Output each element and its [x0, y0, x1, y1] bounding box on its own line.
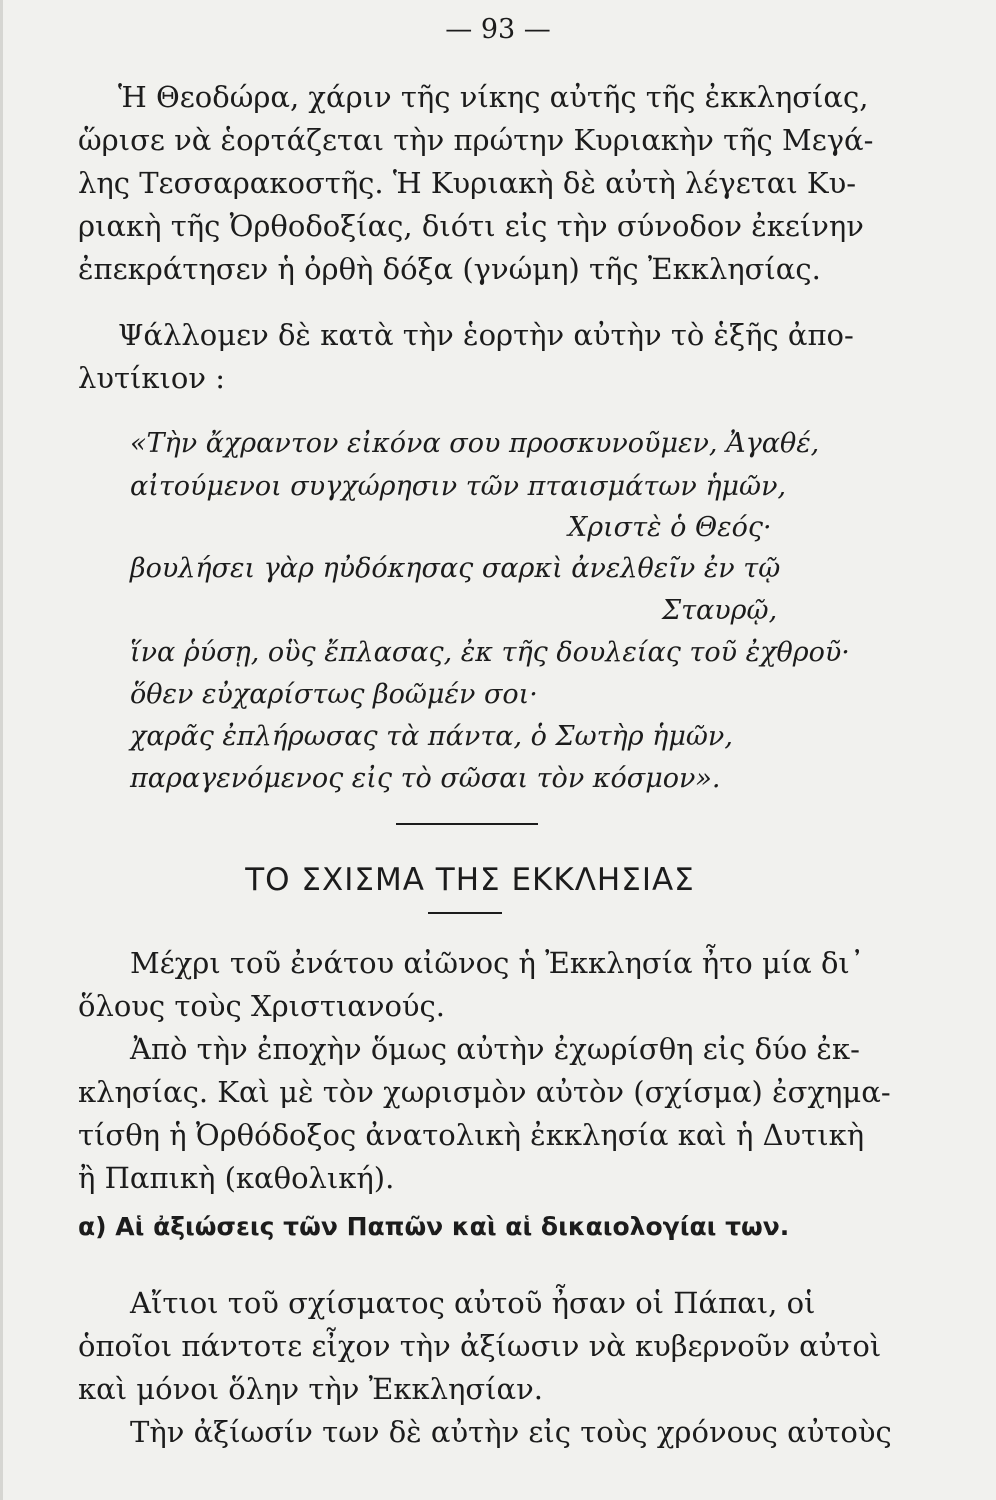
hymn-line: βουλήσει γὰρ ηὐδόκησας σαρκὶ ἀνελθεῖν ἐν τῷ	[130, 553, 781, 584]
text-line: τίσθη ἡ Ὀρθόδοξος ἀνατολικὴ ἐκκλησία καὶ ἡ Δυτικὴ	[78, 1118, 865, 1152]
text-line: Αἴτιοι τοῦ σχίσματος αὐτοῦ ἦσαν οἱ Πάπαι, οἱ	[130, 1286, 816, 1320]
hymn-line: χαρᾶς ἐπλήρωσας τὰ πάντα, ὁ Σωτὴρ ἡμῶν,	[130, 721, 733, 752]
heading-underline	[428, 912, 502, 914]
hymn-line: αἰτούμενοι συγχώρησιν τῶν πταισμάτων ἡμῶν,	[130, 471, 787, 502]
text-line: Μέχρι τοῦ ἐνάτου αἰῶνος ἡ Ἐκκλησία ἦτο μία δι᾽	[130, 946, 865, 980]
subsection-heading: α) Αἱ ἀξιώσεις τῶν Παπῶν καὶ αἱ δικαιολογίαι των.	[78, 1212, 790, 1241]
text-line: ριακὴ τῆς Ὀρθοδοξίας, διότι εἰς τὴν σύνοδον ἐκείνην	[78, 209, 864, 243]
hymn-line: Χριστὲ ὁ Θεός·	[568, 512, 772, 543]
text-line: ἢ Παπικὴ (καθολική).	[78, 1161, 395, 1195]
text-line: Ἡ Θεοδώρα, χάριν τῆς νίκης αὐτῆς τῆς ἐκκλησίας,	[118, 80, 869, 114]
text-line: ἐπεκράτησεν ἡ ὀρθὴ δόξα (γνώμη) τῆς Ἐκκλησίας.	[78, 252, 821, 286]
page-number: — 93 —	[445, 14, 551, 45]
text-line: ὅλους τοὺς Χριστιανούς.	[78, 989, 446, 1023]
text-line: λυτίκιον :	[78, 361, 225, 395]
hymn-line: ἵνα ῥύσῃ, οὓς ἔπλασας, ἐκ τῆς δουλείας τοῦ ἐχθροῦ·	[130, 637, 850, 668]
text-line: Ἀπὸ τὴν ἐποχὴν ὅμως αὐτὴν ἐχωρίσθη εἰς δύο ἐκ-	[130, 1032, 860, 1066]
hymn-line: «Τὴν ἄχραντον εἰκόνα σου προσκυνοῦμεν, Ἀγαθέ,	[130, 428, 820, 459]
text-line: ὥρισε νὰ ἑορτάζεται τὴν πρώτην Κυριακὴν τῆς Μεγά-	[78, 123, 874, 157]
hymn-line: Σταυρῷ,	[662, 595, 778, 626]
text-line: καὶ μόνοι ὅλην τὴν Ἐκκλησίαν.	[78, 1372, 543, 1406]
page-edge	[0, 0, 3, 1500]
text-line: λης Τεσσαρακοστῆς. Ἡ Κυριακὴ δὲ αὐτὴ λέγεται Κυ-	[78, 166, 857, 200]
divider-rule	[396, 823, 538, 825]
text-line: ὁποῖοι πάντοτε εἶχον τὴν ἀξίωσιν νὰ κυβερνοῦν αὐτοὶ	[78, 1329, 882, 1363]
text-line: Ψάλλομεν δὲ κατὰ τὴν ἑορτὴν αὐτὴν τὸ ἑξῆς ἀπο-	[118, 318, 854, 352]
text-line: Τὴν ἀξίωσίν των δὲ αὐτὴν εἰς τοὺς χρόνους αὐτοὺς	[130, 1415, 892, 1449]
hymn-line: ὅθεν εὐχαρίστως βοῶμέν σοι·	[130, 679, 538, 710]
hymn-line: παραγενόμενος εἰς τὸ σῶσαι τὸν κόσμον».	[130, 763, 721, 794]
section-heading: ΤΟ ΣΧΙΣΜΑ ΤΗΣ ΕΚΚΛΗΣΙΑΣ	[245, 862, 695, 898]
text-line: κλησίας. Καὶ μὲ τὸν χωρισμὸν αὐτὸν (σχίσμα) ἐσχημα-	[78, 1075, 891, 1109]
